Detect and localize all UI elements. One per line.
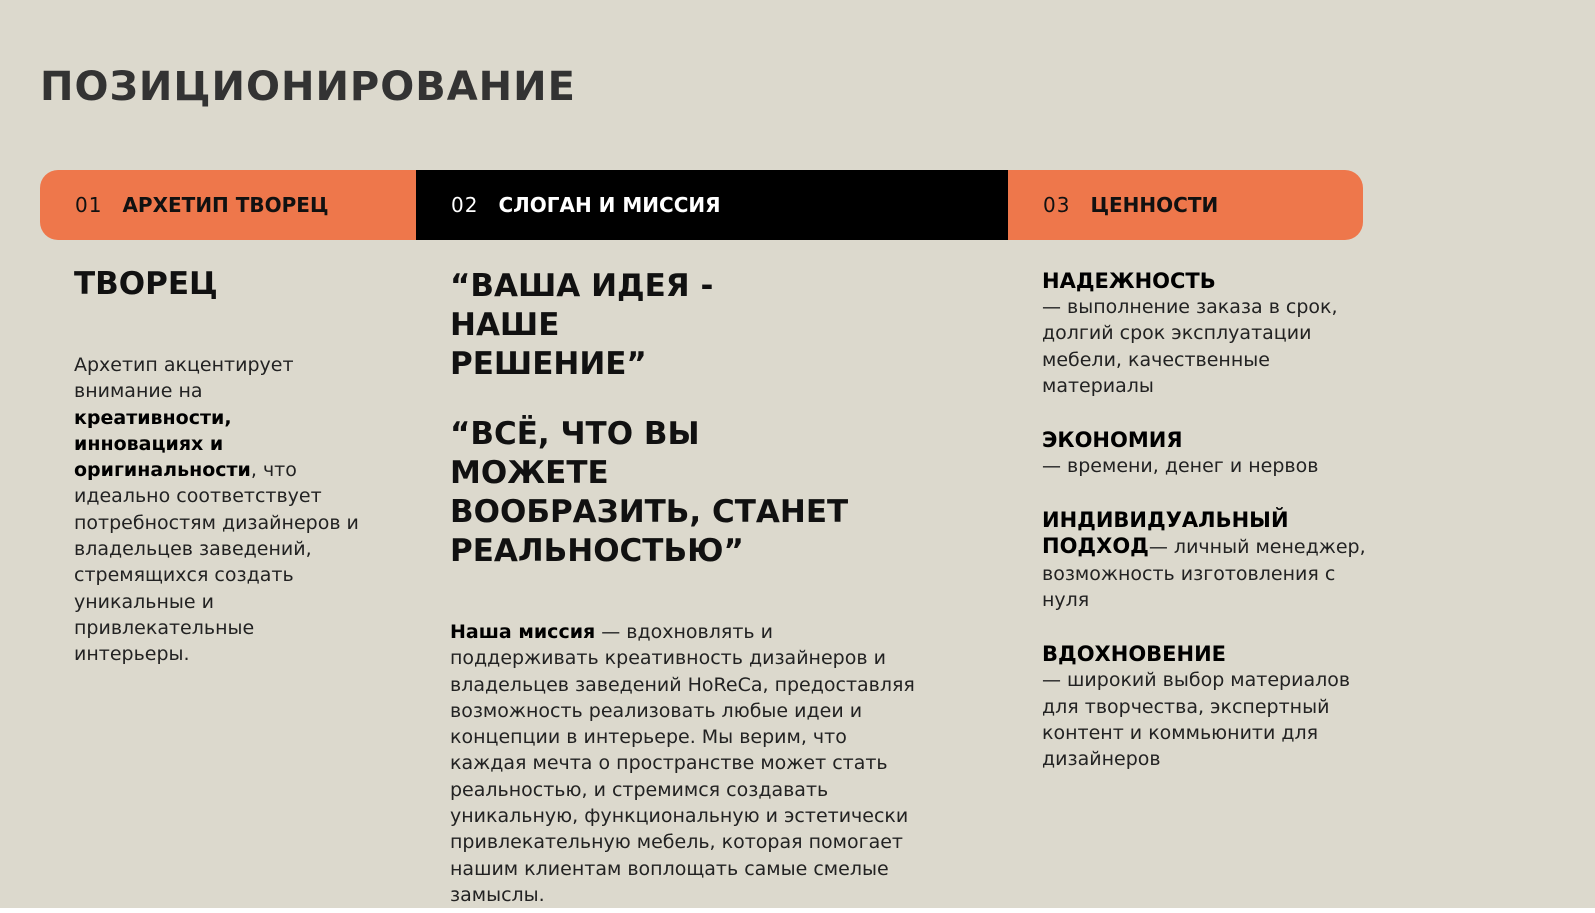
tab-label: ЦЕННОСТИ xyxy=(1090,193,1219,217)
tab-label: АРХЕТИП ТВОРЕЦ xyxy=(122,193,329,217)
tab-slogan-mission[interactable] xyxy=(416,170,1008,240)
archetype-text-bold: креативности, инновациях и оригинальности xyxy=(74,406,251,482)
value-text: — выполнение заказа в срок, долгий срок эксплуатации мебели, качественные материалы xyxy=(1042,296,1338,397)
values-column xyxy=(1042,262,1372,801)
value-text: — личный менеджер, возможность изготовления с нуля xyxy=(1042,536,1366,612)
slogan-secondary: “ВСЁ, ЧТО ВЫ МОЖЕТЕ ВООБРАЗИТЬ, СТАНЕТ РЕАЛЬНОСТЬЮ” xyxy=(450,416,849,569)
value-title: ВДОХНОВЕНИЕ xyxy=(1042,642,1227,667)
archetype-column xyxy=(74,262,364,668)
archetype-text-end: , что идеально соответствует потребностям дизайнеров и владельцев заведений, стремящихся создать уникальные и привлекательные интерьеры. xyxy=(74,459,359,666)
value-item-inspiration xyxy=(1042,641,1372,772)
mission-label: Наша миссия xyxy=(450,621,596,643)
tab-label: СЛОГАН И МИССИЯ xyxy=(498,193,721,217)
page-title: ПОЗИЦИОНИРОВАНИЕ xyxy=(40,64,576,110)
value-title: НАДЕЖНОСТЬ xyxy=(1042,269,1216,293)
tab-number: 01 xyxy=(75,193,103,217)
value-text: — времени, денег и нервов xyxy=(1042,455,1319,478)
value-title: ЭКОНОМИЯ xyxy=(1042,428,1183,453)
slogan-column xyxy=(450,262,930,908)
mission-statement xyxy=(450,619,920,908)
archetype-description xyxy=(74,352,364,668)
tab-number: 03 xyxy=(1043,193,1071,217)
archetype-text-start: Архетип акцентирует внимание на xyxy=(74,354,294,403)
value-text: — широкий выбор материалов для творчества, экспертный контент и коммьюнити для дизайнеров xyxy=(1042,669,1351,771)
value-item-reliability xyxy=(1042,268,1372,399)
value-item-individual-approach xyxy=(1042,507,1372,613)
tab-values[interactable] xyxy=(1008,170,1363,240)
mission-text: — вдохновлять и поддерживать креативность дизайнеров и владельцев заведений HoReCa, предоставляя возможность реализовать любые идеи и концепции в интерьере. Мы верим, что каждая мечта о пространстве может стать реальностью, и стремимся создавать уникальную, функциональную и эстетически привлекательную мебель, которая помогает нашим клиентам воплощать самые смелые замыслы. xyxy=(450,621,915,906)
value-item-economy xyxy=(1042,427,1372,479)
tab-archetype[interactable] xyxy=(40,170,416,240)
section-tabbar xyxy=(40,170,1363,240)
value-title: ИНДИВИДУАЛЬНЫЙ ПОДХОД xyxy=(1042,508,1289,559)
slogan-primary: “ВАША ИДЕЯ - НАШЕ РЕШЕНИЕ” xyxy=(450,268,714,382)
tab-number: 02 xyxy=(451,193,479,217)
archetype-heading: ТВОРЕЦ xyxy=(74,266,218,302)
